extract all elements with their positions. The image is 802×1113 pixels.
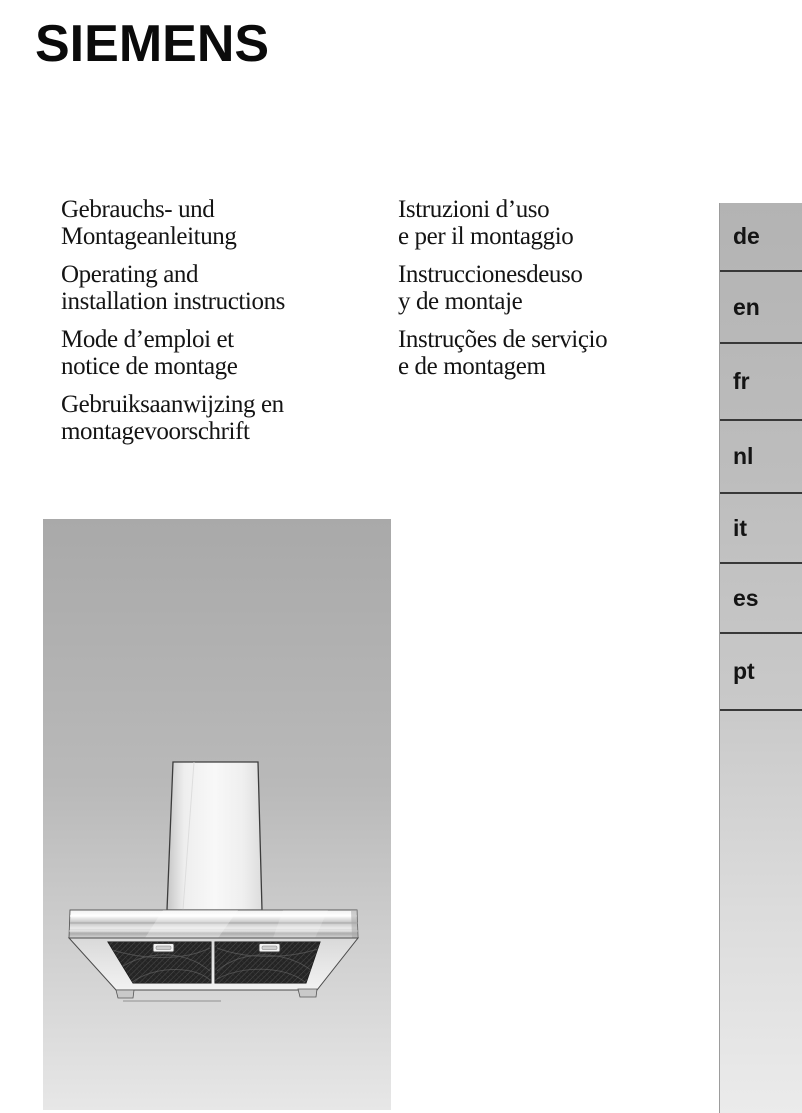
language-strip-filler (720, 711, 802, 1113)
title-en: Operating and installation instructions (61, 261, 286, 315)
language-tab-de[interactable]: de (720, 203, 802, 272)
language-tab-es[interactable]: es (720, 564, 802, 634)
hood-foot-left (116, 990, 134, 998)
product-photo-extractor-hood (43, 519, 391, 1110)
title-es: Instruccionesdeuso y de montaje (398, 261, 583, 315)
language-tab-nl[interactable]: nl (720, 421, 802, 494)
title-column-left (61, 196, 391, 456)
title-fr: Mode d’emploi et notice de montage (61, 326, 238, 380)
band-right-cap (351, 910, 358, 938)
language-tab-fr[interactable]: fr (720, 344, 802, 421)
title-nl: Gebruiksaanwijzing en montagevoorschrift (61, 391, 284, 445)
language-tab-en[interactable]: en (720, 272, 802, 344)
title-pt: Instruções de serviçio e de montagem (398, 326, 608, 380)
title-column-right (398, 196, 718, 391)
title-de: Gebrauchs- und Montageanleitung (61, 196, 237, 250)
hood-chimney (167, 762, 262, 910)
title-it: Istruzioni d’uso e per il montaggio (398, 196, 574, 250)
siemens-logo: SIEMENS (35, 15, 270, 73)
filter-handle-left (153, 944, 174, 953)
filter-handle-right (259, 944, 280, 953)
language-tab-it[interactable]: it (720, 494, 802, 564)
hood-foot-right (298, 989, 317, 997)
language-tab-pt[interactable]: pt (720, 634, 802, 711)
language-index-strip (719, 203, 802, 1113)
